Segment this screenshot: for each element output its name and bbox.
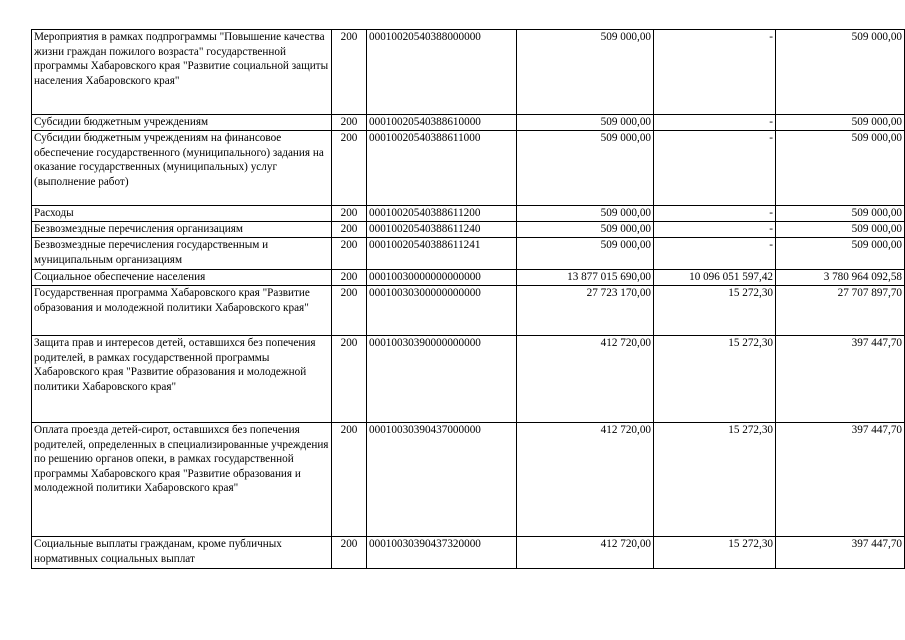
row-budget-code: 00010020540388610000	[367, 115, 517, 131]
row-remaining: 509 000,00	[776, 222, 905, 238]
row-executed: 15 272,30	[654, 336, 776, 423]
row-executed: -	[654, 222, 776, 238]
row-approved: 27 723 170,00	[517, 286, 654, 336]
table-row	[32, 270, 905, 286]
table-row	[32, 537, 905, 569]
row-remaining: 509 000,00	[776, 206, 905, 222]
row-approved: 13 877 015 690,00	[517, 270, 654, 286]
row-executed: 15 272,30	[654, 537, 776, 569]
row-approved: 509 000,00	[517, 206, 654, 222]
row-name: Субсидии бюджетным учреждениям на финансовое обеспечение государственного (муниципального) задания на оказание государственных (муниципальных) услуг (выполнение работ)	[32, 131, 332, 206]
row-remaining: 397 447,70	[776, 423, 905, 537]
row-budget-code: 00010030000000000000	[367, 270, 517, 286]
row-executed: -	[654, 206, 776, 222]
row-remaining: 509 000,00	[776, 131, 905, 206]
row-executed: 10 096 051 597,42	[654, 270, 776, 286]
row-remaining: 509 000,00	[776, 115, 905, 131]
row-name: Социальные выплаты гражданам, кроме публичных нормативных социальных выплат	[32, 537, 332, 569]
row-remaining: 509 000,00	[776, 238, 905, 270]
row-budget-code: 00010030390437000000	[367, 423, 517, 537]
table-row	[32, 423, 905, 537]
row-line-code: 200	[332, 115, 367, 131]
row-name: Безвозмездные перечисления организациям	[32, 222, 332, 238]
row-line-code: 200	[332, 286, 367, 336]
row-approved: 412 720,00	[517, 336, 654, 423]
table-row	[32, 336, 905, 423]
row-line-code: 200	[332, 131, 367, 206]
table-row	[32, 115, 905, 131]
row-executed: -	[654, 131, 776, 206]
row-executed: 15 272,30	[654, 423, 776, 537]
row-budget-code: 00010020540388611000	[367, 131, 517, 206]
row-name: Социальное обеспечение населения	[32, 270, 332, 286]
row-budget-code: 00010020540388611241	[367, 238, 517, 270]
row-approved: 509 000,00	[517, 115, 654, 131]
budget-execution-table	[31, 29, 905, 569]
row-name: Оплата проезда детей-сирот, оставшихся без попечения родителей, определенных в специализированные учреждения по решению органов опеки, в рамках государственной программы Хабаровского края "Развитие образования и молодежной политики Хабаровского края"	[32, 423, 332, 537]
row-approved: 509 000,00	[517, 131, 654, 206]
row-budget-code: 00010020540388611240	[367, 222, 517, 238]
row-budget-code: 00010030390000000000	[367, 336, 517, 423]
table-row	[32, 286, 905, 336]
row-line-code: 200	[332, 222, 367, 238]
row-budget-code: 00010020540388611200	[367, 206, 517, 222]
row-name: Мероприятия в рамках подпрограммы "Повышение качества жизни граждан пожилого возраста" государственной программы Хабаровского края "Развитие социальной защиты населения Хабаровского края"	[32, 30, 332, 115]
row-approved: 509 000,00	[517, 30, 654, 115]
row-line-code: 200	[332, 30, 367, 115]
row-line-code: 200	[332, 270, 367, 286]
row-remaining: 397 447,70	[776, 336, 905, 423]
row-executed: 15 272,30	[654, 286, 776, 336]
row-approved: 412 720,00	[517, 423, 654, 537]
row-remaining: 397 447,70	[776, 537, 905, 569]
table-row	[32, 238, 905, 270]
row-line-code: 200	[332, 336, 367, 423]
row-approved: 509 000,00	[517, 238, 654, 270]
table-row	[32, 30, 905, 115]
row-executed: -	[654, 30, 776, 115]
table-row	[32, 222, 905, 238]
row-budget-code: 00010030390437320000	[367, 537, 517, 569]
row-name: Защита прав и интересов детей, оставшихся без попечения родителей, в рамках государственной программы Хабаровского края "Развитие образования и молодежной политики Хабаровского края"	[32, 336, 332, 423]
row-name: Государственная программа Хабаровского края "Развитие образования и молодежной политики Хабаровского края"	[32, 286, 332, 336]
row-approved: 509 000,00	[517, 222, 654, 238]
table-row	[32, 206, 905, 222]
row-executed: -	[654, 238, 776, 270]
row-remaining: 509 000,00	[776, 30, 905, 115]
row-name: Расходы	[32, 206, 332, 222]
row-name: Субсидии бюджетным учреждениям	[32, 115, 332, 131]
row-budget-code: 00010020540388000000	[367, 30, 517, 115]
row-executed: -	[654, 115, 776, 131]
row-remaining: 27 707 897,70	[776, 286, 905, 336]
row-line-code: 200	[332, 537, 367, 569]
table-row	[32, 131, 905, 206]
row-line-code: 200	[332, 423, 367, 537]
row-line-code: 200	[332, 206, 367, 222]
row-line-code: 200	[332, 238, 367, 270]
row-remaining: 3 780 964 092,58	[776, 270, 905, 286]
row-name: Безвозмездные перечисления государственным и муниципальным организациям	[32, 238, 332, 270]
row-budget-code: 00010030300000000000	[367, 286, 517, 336]
row-approved: 412 720,00	[517, 537, 654, 569]
